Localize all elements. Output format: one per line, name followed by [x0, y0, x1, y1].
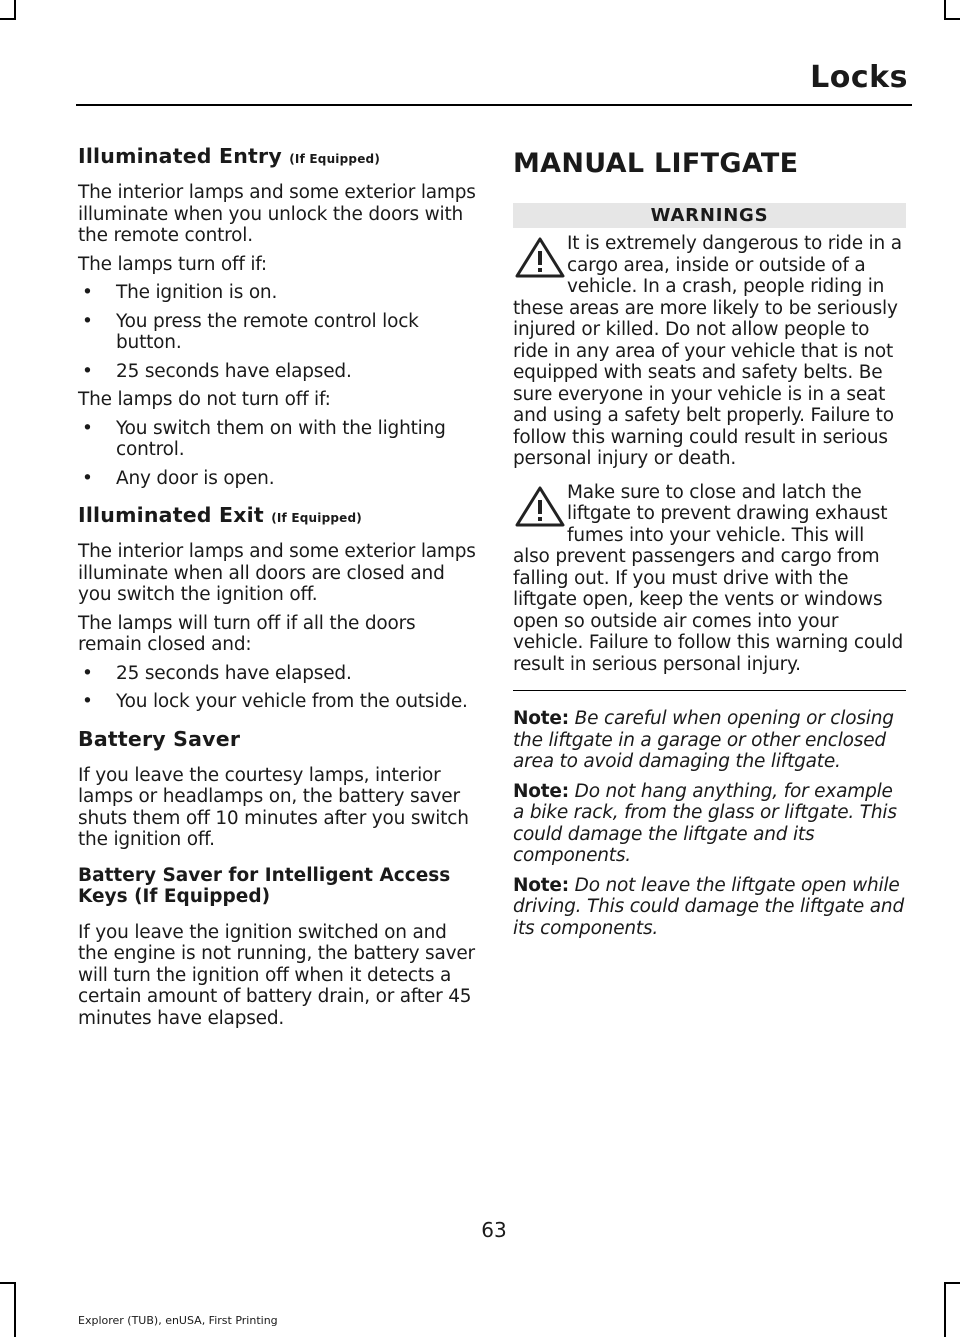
- warning-item: [513, 482, 906, 676]
- crop-mark: [944, 18, 960, 20]
- list-item: • 25 seconds have elapsed.: [78, 361, 476, 383]
- lamps-not-off-label: The lamps do not turn off if:: [78, 389, 331, 410]
- crop-mark: [944, 0, 946, 20]
- page-title: Locks: [810, 60, 908, 95]
- battery-saver-heading: Battery Saver: [78, 726, 241, 751]
- warnings-header: WARNINGS: [513, 203, 906, 228]
- list-item: • You lock your vehicle from the outside.: [78, 691, 476, 713]
- footer-text: Explorer (TUB), enUSA, First Printing: [78, 1314, 278, 1327]
- warning-item: [513, 233, 906, 470]
- battery-saver-ia-text: If you leave the ignition switched on and the engine is not running, the battery saver will turn the ignition off when it detects a certain amount of battery drain, or after 45 minutes have elapsed.: [78, 921, 475, 1029]
- warning-text: It is extremely dangerous to ride in a cargo area, inside or outside of a vehicle. In a crash, people riding in these areas are more likely to be seriously injured or killed. Do not allow people to ride in any area of your vehicle that is not equipped with seats and safety belts. Be sure everyone in your vehicle is in a seat and using a safety belt properly. Failure to follow this warning could result in serious personal injury or death.: [513, 233, 902, 469]
- illuminated-exit-heading: Illuminated Exit (If Equipped): [78, 503, 362, 527]
- note: Note: Do not leave the liftgate open while driving. This could damage the liftgate and its components.: [513, 874, 905, 939]
- manual-liftgate-heading: MANUAL LIFTGATE: [513, 148, 799, 179]
- crop-mark: [0, 18, 16, 20]
- crop-mark: [944, 1282, 960, 1284]
- list-item: • The ignition is on.: [78, 282, 476, 304]
- illuminated-exit-intro: The interior lamps and some exterior lamps illuminate when all doors are closed and you switch the ignition off.: [78, 541, 476, 605]
- warning-text: Make sure to close and latch the liftgate to prevent drawing exhaust fumes into your vehicle. This will also prevent passengers and cargo from falling out. If you must drive with the liftgate open, keep the vents or windows open so outside air comes into your vehicle. Failure to follow this warning could result in serious personal injury.: [513, 481, 903, 675]
- crop-mark: [14, 1282, 16, 1337]
- exit-off-label: The lamps will turn off if all the doors remain closed and:: [78, 612, 416, 655]
- list-item: • You press the remote control lock button.: [78, 311, 476, 354]
- battery-saver-text: If you leave the courtesy lamps, interior lamps or headlamps on, the battery saver shuts them off 10 minutes after you switch the ignition off.: [78, 764, 469, 850]
- illuminated-entry-intro: The interior lamps and some exterior lamps illuminate when you unlock the doors with the remote control.: [78, 182, 476, 246]
- page-number: 63: [481, 1218, 507, 1242]
- left-column: [78, 144, 476, 1029]
- crop-mark: [944, 1282, 946, 1337]
- warnings-end-rule: [513, 690, 906, 691]
- illuminated-entry-heading: Illuminated Entry (If Equipped): [78, 144, 381, 168]
- lamps-not-off-list: [78, 418, 476, 490]
- header-divider: [76, 104, 912, 106]
- lamps-off-label: The lamps turn off if:: [78, 253, 267, 275]
- list-item: • You switch them on with the lighting control.: [78, 418, 476, 461]
- note: Note: Be careful when opening or closing the liftgate in a garage or other enclosed area to avoid damaging the liftgate.: [513, 708, 894, 772]
- list-item: • 25 seconds have elapsed.: [78, 663, 476, 685]
- right-column: [513, 144, 906, 947]
- crop-mark: [0, 1282, 16, 1284]
- lamps-off-list: [78, 282, 476, 382]
- crop-mark: [14, 0, 16, 20]
- list-item: • Any door is open.: [78, 468, 476, 490]
- exit-off-list: [78, 663, 476, 713]
- note: Note: Do not hang anything, for example a bike rack, from the glass or liftgate. This could damage the liftgate and its components.: [513, 780, 897, 866]
- warning-triangle-icon: [513, 236, 567, 280]
- warning-triangle-icon: [513, 485, 567, 529]
- battery-saver-ia-heading: Battery Saver for Intelligent Access Keys (If Equipped): [78, 864, 451, 907]
